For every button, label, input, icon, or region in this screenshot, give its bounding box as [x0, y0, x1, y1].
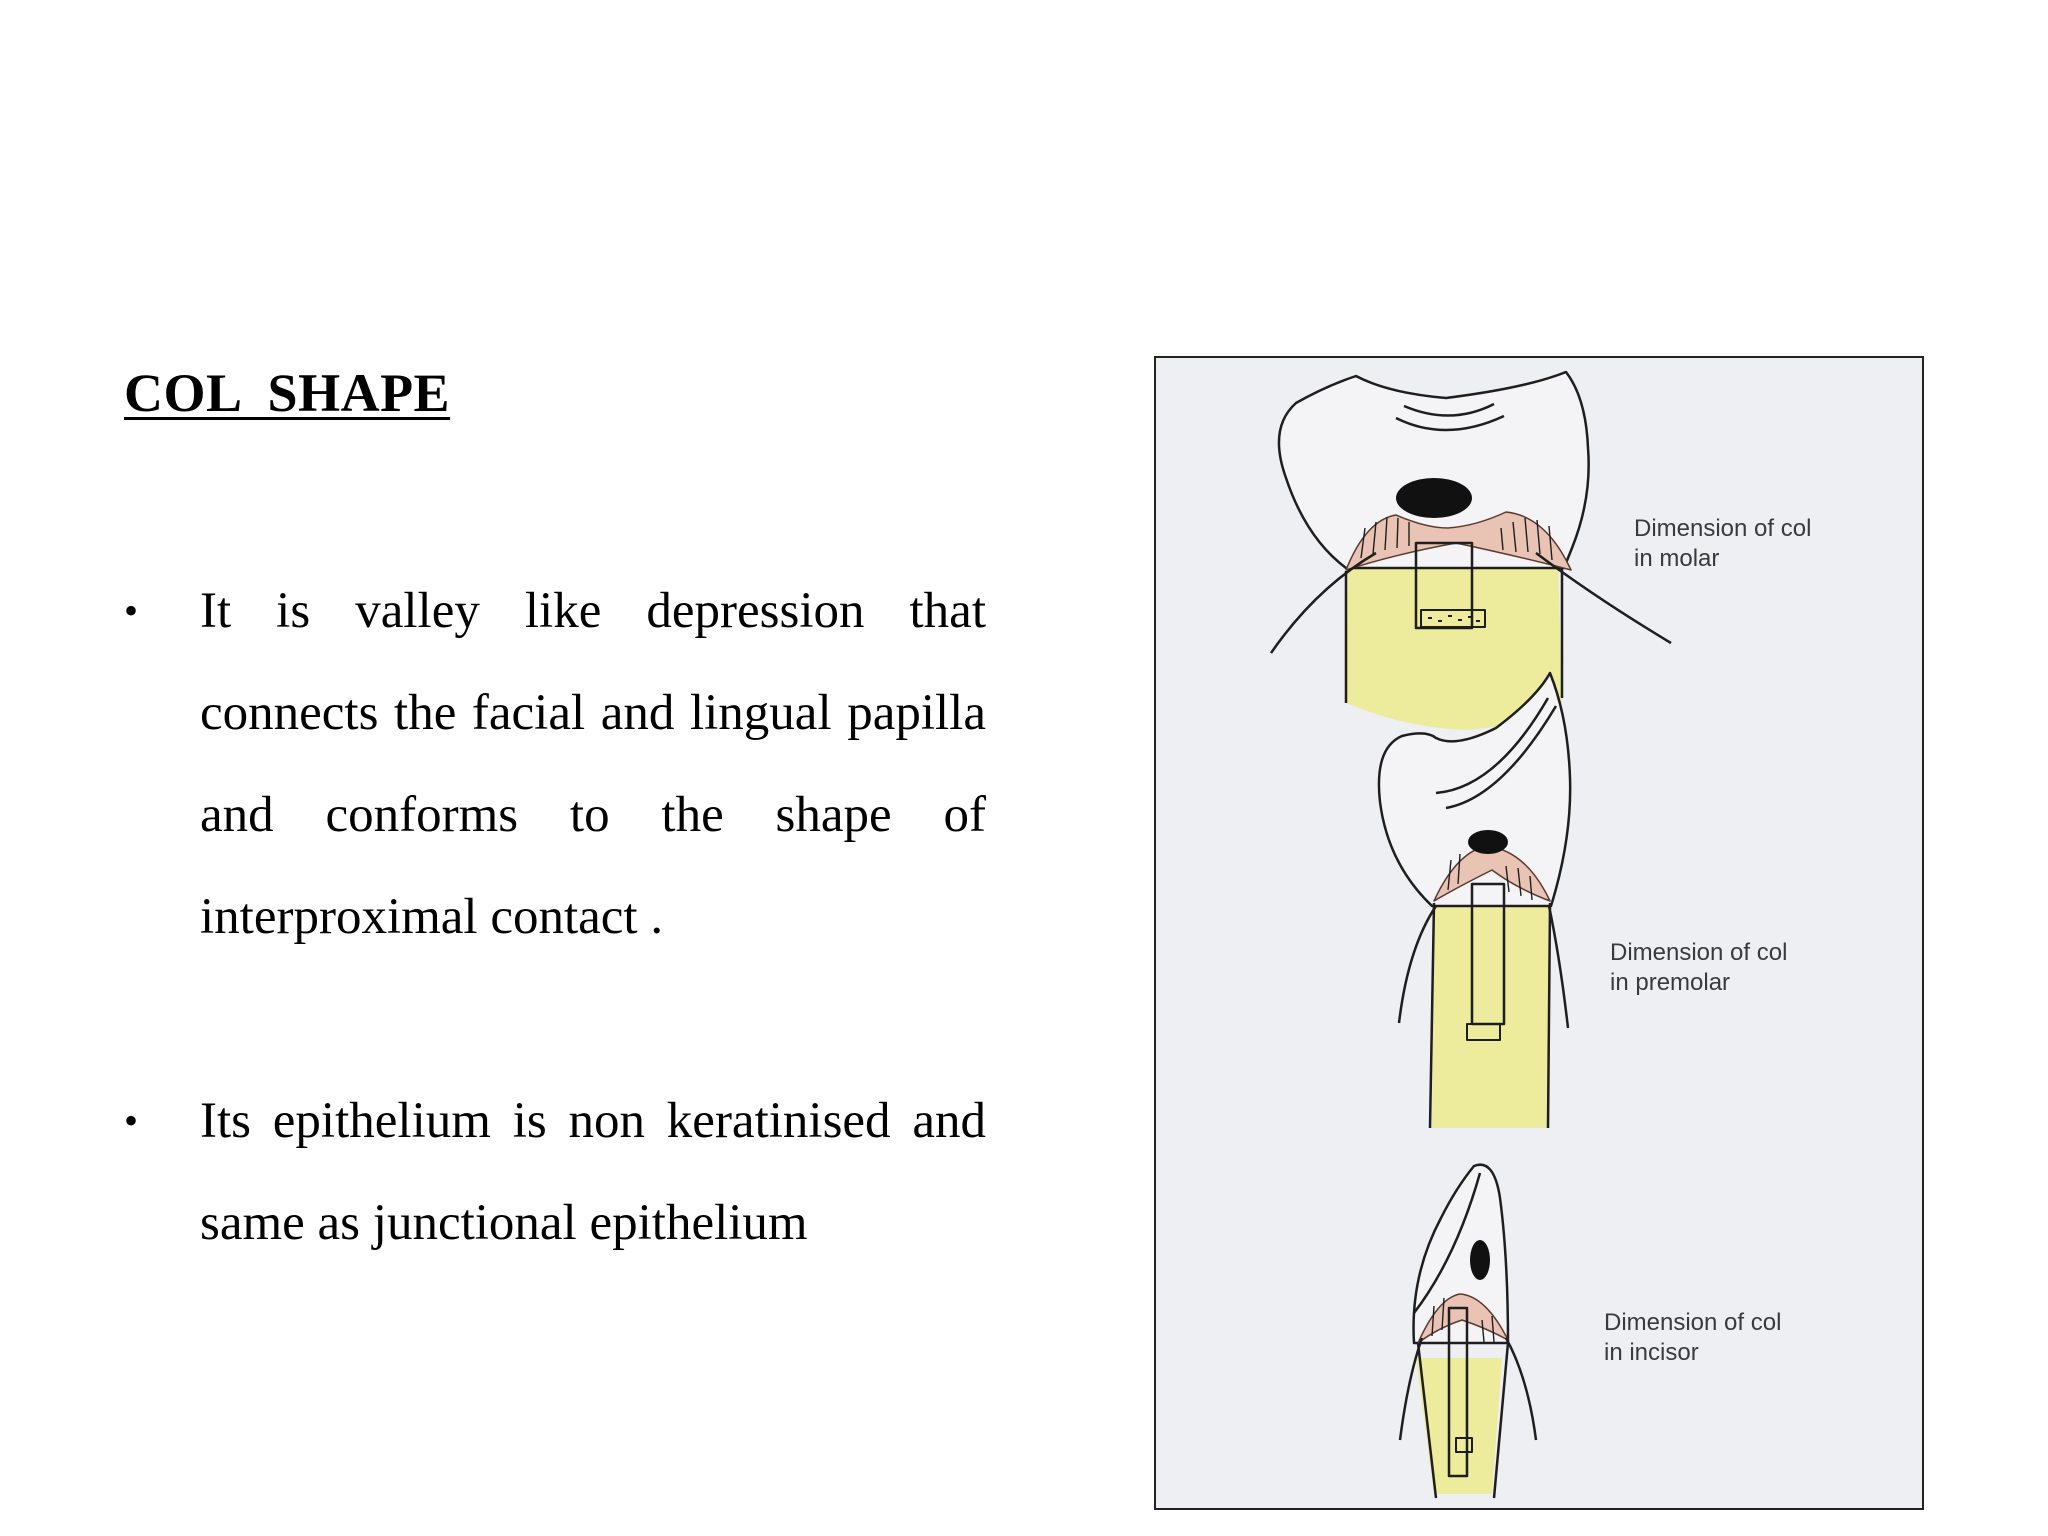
bullet-dot: • — [124, 1098, 139, 1143]
label-line: in molar — [1634, 545, 1720, 572]
label-line: Dimension of col — [1634, 515, 1812, 542]
bullet-text: It is valley like depression that connects the facial and lingual papilla and conforms to the shape of interproximal contact . — [200, 583, 986, 945]
incisor-diagram — [1400, 1165, 1536, 1498]
bullet-list — [124, 560, 986, 1274]
premolar-diagram — [1379, 673, 1570, 1128]
premolar-label — [1610, 938, 1787, 998]
incisor-bone — [1416, 1358, 1502, 1494]
bullet-item — [124, 560, 986, 968]
label-line: in incisor — [1604, 1339, 1699, 1366]
premolar-pulp — [1468, 830, 1508, 854]
molar-label — [1634, 514, 1811, 574]
slide-title: COL SHAPE — [124, 363, 451, 423]
molar-pulp — [1396, 478, 1472, 518]
incisor-pulp — [1470, 1240, 1490, 1280]
molar-diagram — [1271, 372, 1671, 730]
col-dimension-figure — [1154, 356, 1924, 1510]
label-line: Dimension of col — [1610, 939, 1788, 966]
premolar-bone — [1432, 898, 1549, 1128]
incisor-label — [1604, 1308, 1781, 1368]
bullet-item — [124, 1070, 986, 1274]
bullet-text: Its epithelium is non keratinised and same as junctional epithelium — [200, 1093, 986, 1251]
label-line: Dimension of col — [1604, 1309, 1782, 1336]
bullet-dot: • — [124, 588, 139, 633]
label-line: in premolar — [1610, 969, 1731, 996]
